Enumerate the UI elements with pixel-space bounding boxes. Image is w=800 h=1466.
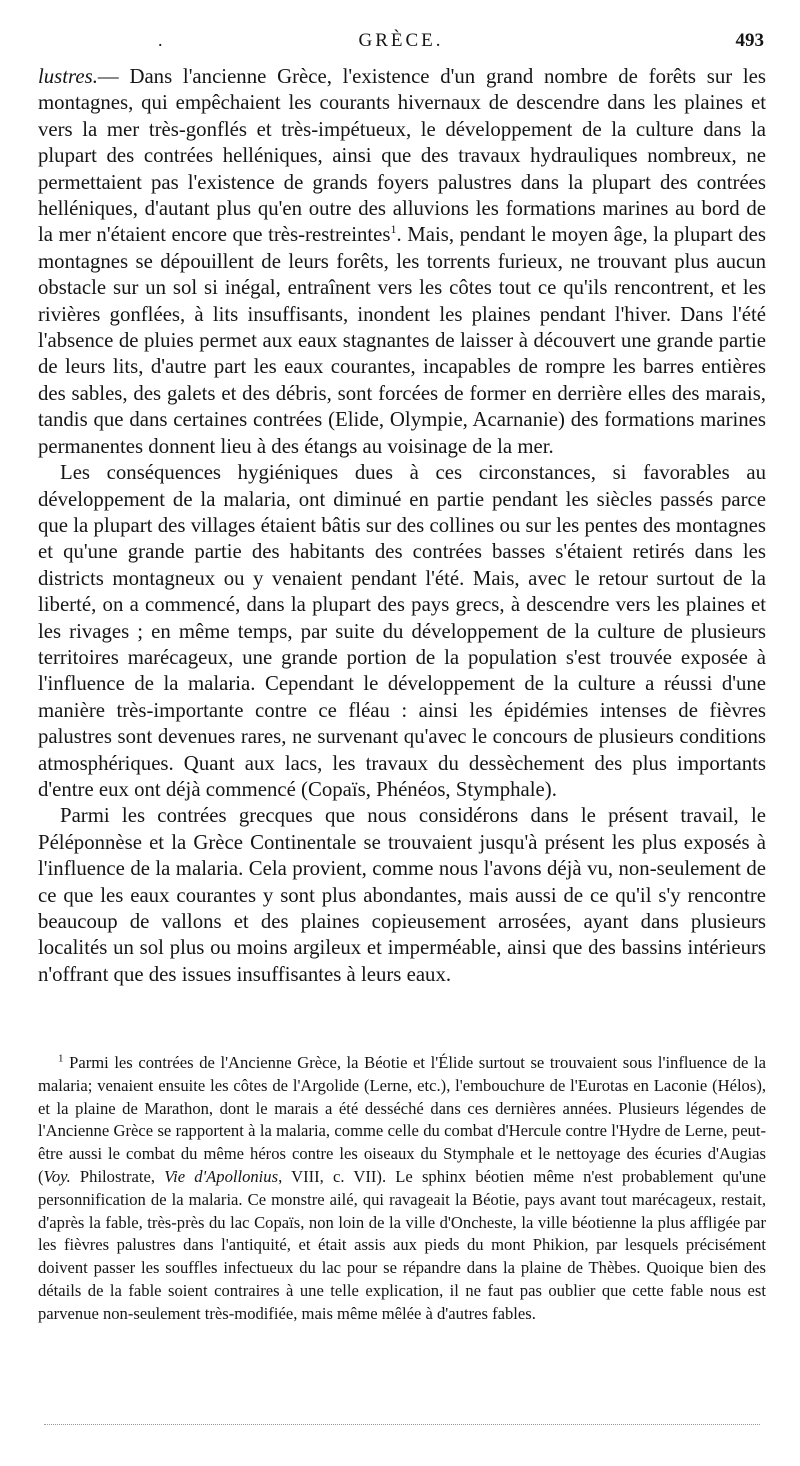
footnote-text-a: Parmi les contrées de l'Ancienne Grèce, la Béotie et l'Élide surtout se trouvaient sous l'influence de la malaria; venaient ensuite les côtes de l'Argolide (Lerne, etc.), l'embouchure de l'Eurotas en Laconie (Hélos), et la plaine de Marathon, dont le marais a été desséché dans ces dernières années. Plusieurs légendes de l'Ancienne Grèce se rapportent à la malaria, comme celle du combat d'Hercule contre l'Hydre de Lerne, peut-être aussi le combat du même héros contre les oiseaux du Stymphale et le nettoyage des écuries d'Augias ( — [38, 1053, 766, 1186]
paragraph-2: Les conséquences hygiéniques dues à ces circonstances, si favorables au développement de la malaria, ont diminué en partie pendant les siècles passés parce que la plupart des villages étaient bâtis sur des collines ou sur les pentes des montagnes et qu'une grande partie des habitants des contrées basses s'étaient retirés dans les districts montagneux ou y venaient pendant l'été. Mais, avec le retour surtout de la liberté, on a commencé, dans la plupart des pays grecs, à descendre vers les plaines et les rivages ; en même temps, par suite du développement de la culture de plusieurs territoires marécageux, une grande portion de la population s'est trouvée exposée à l'influence de la malaria. Cependant le développement de la culture a réussi d'une manière très-importante contre ce fléau : ainsi les épidémies intenses de fièvres palustres sont devenues rares, ne survenant qu'avec le concours de plusieurs conditions atmosphériques. Quant aux lacs, les travaux du dessèchement des plus importants d'entre eux ont déjà commencé (Copaïs, Phénéos, Stymphale). — [38, 461, 766, 801]
running-title: GRÈCE. — [358, 30, 444, 51]
paragraph-1 — [38, 64, 766, 460]
page-number: 493 — [735, 30, 764, 51]
footnote-1 — [38, 1052, 766, 1326]
main-text — [38, 64, 766, 988]
footnote-reference: 1 — [390, 222, 397, 237]
footnote-text-c: , VIII, c. VII). Le sphinx béotien même n'est probablement qu'une personnification de la malaria. Ce monstre ailé, qui ravageait la Béotie, pays avant tout marécageux, restait, d'après la fable, très-près du lac Copaïs, non loin de la ville d'Oncheste, la ville béotienne la plus affligée par les fièvres palustres dans l'antiquité, et était assis aux pieds du mont Phikion, par lesquels précisément doivent passer les souffles infectueux du lac pour se répandre dans la plaine de Thèbes. Quoique bien des détails de la fable soient contraires à une telle explication, il ne faut pas oublier que cette fable nous est parvenue non-seulement très-modifiée, mais même mêlée à d'autres fables. — [38, 1166, 766, 1323]
footnotes — [38, 1052, 766, 1326]
paragraph-1-part-1: Dans l'ancienne Grèce, l'existence d'un grand nombre de forêts sur les montagnes, qui empêchaient les courants hivernaux de descendre dans les plaines et vers la mer très-gonflés et très-impétueux, le développement de la culture dans la plupart des contrées helléniques, ainsi que des travaux hydrauliques nombreux, ne permettaient pas l'existence de grands foyers palustres dans la plupart des contrées helléniques, d'autant plus qu'en outre des alluvions les formations marines au bord de la mer n'étaient encore que très-restreintes — [38, 65, 766, 247]
footnote-text-b: Philostrate, — [70, 1166, 165, 1186]
lead-word: lustres. — [38, 65, 98, 88]
bottom-rule — [44, 1424, 760, 1425]
footnote-voy: Voy. — [43, 1166, 71, 1186]
footnote-work-title: Vie d'Apollonius — [164, 1166, 279, 1186]
lead-dash: — — [97, 65, 130, 88]
header-mark: . — [158, 30, 163, 50]
footnote-number: 1 — [58, 1052, 64, 1065]
paragraph-1-part-2: . Mais, pendant le moyen âge, la plupart des montagnes se dépouillent de leurs forêts, les torrents furieux, ne trouvant plus aucun obstacle sur un sol si inégal, entraînent vers les côtes tout ce qu'ils rencontrent, et les rivières gonflées, à lits insuffisants, inondent les plaines pendant l'hiver. Dans l'été l'absence de pluies permet aux eaux stagnantes de laisser à découvert une grande partie de leurs lits, d'autre part les eaux courantes, incapables de rompre les barres entières des sables, des galets et des débris, sont forcées de former en derrière elles des marais, tandis que dans certaines contrées (Elide, Olympie, Acarnanie) des formations marines permanentes donnent lieu à des étangs au voisinage de la mer. — [38, 223, 766, 458]
paragraph-3: Parmi les contrées grecques que nous considérons dans le présent travail, le Péléponnèse et la Grèce Continentale se trouvaient jusqu'à présent les plus exposés à l'influence de la malaria. Cela provient, comme nous l'avons déjà vu, non-seulement de ce que les eaux courantes y sont plus abondantes, mais aussi de ce qu'il s'y rencontre beaucoup de vallons et des plaines copieusement arrosées, ayant dans plusieurs localités un sol plus ou moins argileux et imperméable, ainsi que des bassins intérieurs n'offrant que des issues insuffisantes à leurs eaux. — [38, 804, 766, 986]
running-header — [38, 30, 764, 54]
